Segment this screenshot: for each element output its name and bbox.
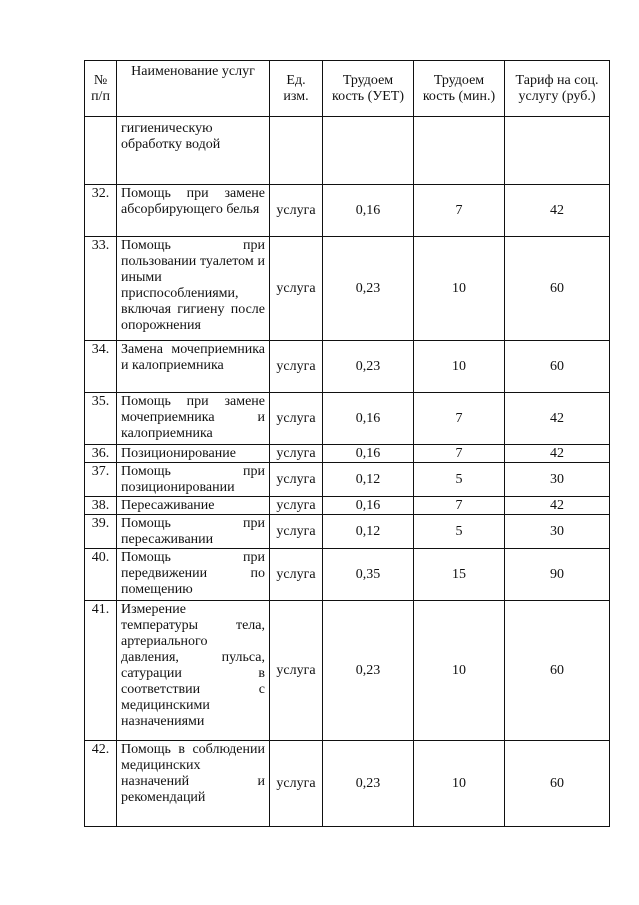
row-number: 40. xyxy=(85,549,117,601)
labor-min-cell: 7 xyxy=(414,445,505,463)
labor-uet-cell: 0,12 xyxy=(323,515,414,549)
row-number: 38. xyxy=(85,497,117,515)
tariff-cell: 42 xyxy=(505,445,610,463)
service-name: Помощь при замене абсорбирующего белья xyxy=(121,186,265,217)
header-labor-min: Трудоем кость (мин.) xyxy=(414,61,505,117)
table-row xyxy=(85,497,610,515)
labor-min-cell: 5 xyxy=(414,515,505,549)
tariff-cell: 42 xyxy=(505,185,610,237)
labor-uet-cell: 0,23 xyxy=(323,601,414,741)
tariff-cell: 60 xyxy=(505,237,610,341)
labor-min-cell: 10 xyxy=(414,237,505,341)
service-name: Помощь при замене мочеприемника и калоприемника xyxy=(121,394,265,441)
table-row xyxy=(85,393,610,445)
service-name: Помощь при пользовании туалетом и иными приспособлениями, включая гигиену после опорожнения xyxy=(121,238,265,333)
service-name: Помощь при пересаживании xyxy=(121,516,265,547)
service-name: Пересаживание xyxy=(121,498,215,513)
labor-min-cell: 10 xyxy=(414,601,505,741)
row-number: 33. xyxy=(85,237,117,341)
labor-uet-cell: 0,16 xyxy=(323,393,414,445)
labor-min-cell: 5 xyxy=(414,463,505,497)
tariff-cell: 30 xyxy=(505,515,610,549)
labor-uet-cell: 0,16 xyxy=(323,185,414,237)
row-number: 37. xyxy=(85,463,117,497)
row-number: 39. xyxy=(85,515,117,549)
service-name: Помощь при позиционировании xyxy=(121,464,265,495)
table-row xyxy=(85,549,610,601)
labor-uet-cell: 0,23 xyxy=(323,237,414,341)
row-number: 41. xyxy=(85,601,117,741)
labor-uet-cell: 0,23 xyxy=(323,741,414,827)
labor-min-cell: 10 xyxy=(414,341,505,393)
labor-min-cell: 7 xyxy=(414,497,505,515)
header-labor-uet: Трудоем кость (УЕТ) xyxy=(323,61,414,117)
service-name: Замена мочеприемника и калоприемника xyxy=(121,342,265,373)
row-number: 34. xyxy=(85,341,117,393)
continuation-name: гигиеническую обработку водой xyxy=(121,121,221,152)
labor-uet-cell: 0,23 xyxy=(323,341,414,393)
service-name: Измерение температуры тела, артериального давления, пульса, сатурации в соответствии с медицинскими назначениями xyxy=(121,602,265,729)
row-number: 42. xyxy=(85,741,117,827)
labor-min-cell: 10 xyxy=(414,741,505,827)
header-tariff: Тариф на соц. услугу (руб.) xyxy=(505,61,610,117)
table-row xyxy=(85,463,610,497)
labor-min-cell: 7 xyxy=(414,185,505,237)
service-name: Помощь при передвижении по помещению xyxy=(121,550,265,597)
table-row xyxy=(85,601,610,741)
unit-cell: услуга xyxy=(270,497,323,515)
labor-uet-cell: 0,16 xyxy=(323,497,414,515)
tariff-cell: 30 xyxy=(505,463,610,497)
labor-min-cell: 15 xyxy=(414,549,505,601)
row-number: 35. xyxy=(85,393,117,445)
table-row xyxy=(85,237,610,341)
table-row xyxy=(85,185,610,237)
header-name: Наименование услуг xyxy=(117,61,270,117)
continuation-row xyxy=(85,117,610,185)
row-number: 36. xyxy=(85,445,117,463)
unit-cell: услуга xyxy=(270,463,323,497)
labor-uet-cell: 0,35 xyxy=(323,549,414,601)
table-row xyxy=(85,445,610,463)
tariff-cell: 90 xyxy=(505,549,610,601)
table-row xyxy=(85,741,610,827)
labor-uet-cell: 0,12 xyxy=(323,463,414,497)
row-number: 32. xyxy=(85,185,117,237)
unit-cell: услуга xyxy=(270,741,323,827)
service-name: Помощь в соблюдении медицинских назначений и рекомендаций xyxy=(121,742,265,805)
unit-cell: услуга xyxy=(270,341,323,393)
unit-cell: услуга xyxy=(270,515,323,549)
services-tariff-table xyxy=(84,60,610,827)
labor-min-cell: 7 xyxy=(414,393,505,445)
unit-cell: услуга xyxy=(270,393,323,445)
tariff-cell: 60 xyxy=(505,741,610,827)
tariff-cell: 42 xyxy=(505,393,610,445)
unit-cell: услуга xyxy=(270,549,323,601)
service-name: Позиционирование xyxy=(121,446,236,461)
table-header-row xyxy=(85,61,610,117)
tariff-cell: 42 xyxy=(505,497,610,515)
table-row xyxy=(85,341,610,393)
header-unit: Ед. изм. xyxy=(270,61,323,117)
labor-uet-cell: 0,16 xyxy=(323,445,414,463)
unit-cell: услуга xyxy=(270,445,323,463)
unit-cell: услуга xyxy=(270,185,323,237)
header-num: № п/п xyxy=(85,61,117,117)
unit-cell: услуга xyxy=(270,237,323,341)
tariff-cell: 60 xyxy=(505,341,610,393)
unit-cell: услуга xyxy=(270,601,323,741)
table-row xyxy=(85,515,610,549)
tariff-cell: 60 xyxy=(505,601,610,741)
